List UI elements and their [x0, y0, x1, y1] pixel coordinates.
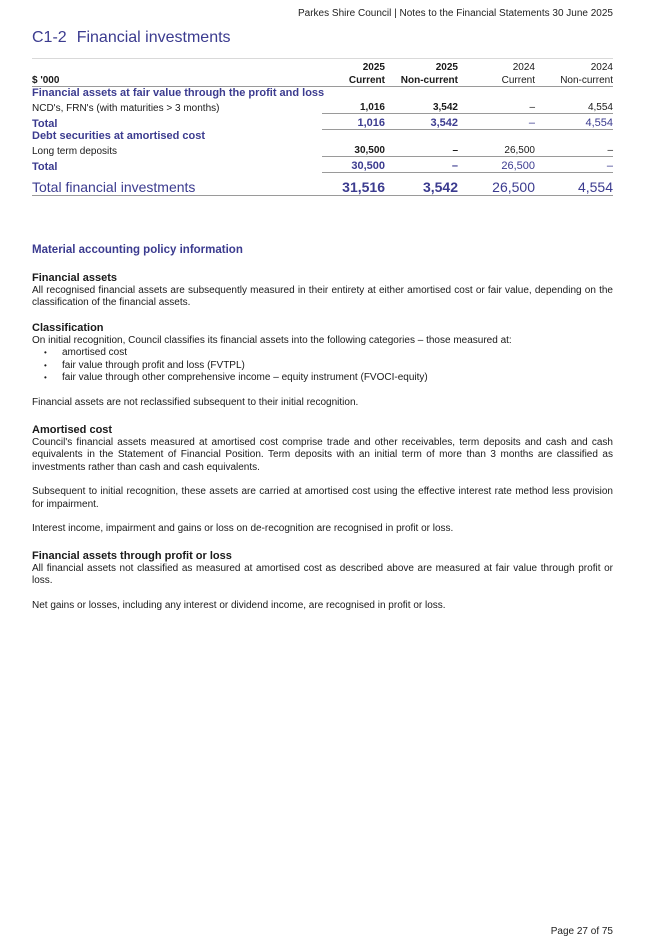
col-label: Non-current — [385, 73, 458, 87]
fvtpl-block — [32, 550, 613, 612]
policy-heading: Material accounting policy information — [32, 244, 243, 256]
paragraph: Net gains or losses, including any interest or dividend income, are recognised in profit or loss. — [32, 599, 446, 611]
note-number: C1-2 — [32, 29, 67, 46]
row-label: NCD's, FRN's (with maturities > 3 months) — [32, 102, 220, 114]
list-item: • fair value through profit and loss (FVTPL) — [32, 360, 613, 373]
unit-label: $ '000 — [32, 73, 322, 87]
header-row-years — [32, 60, 613, 73]
note-title — [32, 29, 231, 47]
grand-total-row — [32, 173, 613, 196]
paragraph: Council's financial assets measured at amortised cost comprise trade and other receivables, term deposits and cash and cash equivalents in the Statement of Financial Position. Term deposits with an initial term of more than 3 months are classified as investments rather than cash and cash equivalents. — [32, 436, 613, 473]
section-heading: Financial assets at fair value through the profit and loss — [32, 87, 325, 99]
col-year: 2024 — [590, 62, 613, 73]
header-row-labels — [32, 73, 613, 87]
section-heading: Debt securities at amortised cost — [32, 130, 206, 142]
total-value: 30,500 — [322, 157, 385, 173]
total-value: – — [385, 157, 458, 173]
section-heading-row — [32, 130, 613, 143]
financial-assets-block — [32, 272, 613, 310]
grand-total-value: 26,500 — [458, 173, 535, 196]
header-divider — [32, 58, 613, 59]
cell-value: – — [535, 142, 613, 157]
cell-value: 4,554 — [535, 99, 613, 114]
subheading: Financial assets through profit or loss — [32, 550, 232, 562]
list-item: • amortised cost — [32, 347, 613, 360]
total-value: 3,542 — [385, 114, 458, 130]
col-year: 2024 — [512, 62, 535, 73]
total-value: 1,016 — [322, 114, 385, 130]
total-row — [32, 114, 613, 130]
section-heading-row — [32, 87, 613, 100]
paragraph: On initial recognition, Council classifies its financial assets into the following categories – those measured at: — [32, 334, 512, 346]
col-year: 2025 — [435, 62, 458, 73]
running-header: Parkes Shire Council | Notes to the Financial Statements 30 June 2025 — [298, 8, 613, 19]
amortised-cost-block — [32, 424, 613, 536]
table-row — [32, 99, 613, 114]
total-label: Total — [32, 160, 58, 173]
note-title-text: Financial investments — [76, 29, 231, 46]
total-label: Total — [32, 117, 58, 130]
subheading: Classification — [32, 322, 104, 334]
col-label: Current — [322, 73, 385, 87]
cell-value: 30,500 — [322, 142, 385, 157]
cell-value: – — [385, 142, 458, 157]
paragraph: Subsequent to initial recognition, these assets are carried at amortised cost using the effective interest rate method less provision for impairment. — [32, 486, 613, 510]
page-number: Page 27 of 75 — [550, 926, 613, 937]
investments-table — [32, 60, 613, 196]
paragraph: Financial assets are not reclassified subsequent to their initial recognition. — [32, 396, 359, 408]
col-label: Current — [458, 73, 535, 87]
total-value: 26,500 — [458, 157, 535, 173]
total-value: – — [535, 157, 613, 173]
cell-value: 26,500 — [458, 142, 535, 157]
bullet-list — [32, 347, 613, 385]
cell-value: 1,016 — [322, 99, 385, 114]
col-label: Non-current — [535, 73, 613, 87]
cell-value: – — [458, 99, 535, 114]
grand-total-label: Total financial investments — [32, 173, 322, 196]
list-item: • fair value through other comprehensive income – equity instrument (FVOCI-equity) — [32, 372, 613, 385]
paragraph: All recognised financial assets are subsequently measured in their entirety at either amortised cost or fair value, depending on the classification of the financial assets. — [32, 284, 613, 308]
cell-value: 3,542 — [385, 99, 458, 114]
total-value: 4,554 — [535, 114, 613, 130]
grand-total-value: 31,516 — [322, 173, 385, 196]
table-row — [32, 142, 613, 157]
subheading: Financial assets — [32, 272, 117, 284]
total-value: – — [458, 114, 535, 130]
classification-block — [32, 322, 613, 409]
grand-total-value: 4,554 — [535, 173, 613, 196]
grand-total-value: 3,542 — [385, 173, 458, 196]
subheading: Amortised cost — [32, 424, 113, 436]
paragraph: Interest income, impairment and gains or loss on de-recognition are recognised in profit or loss. — [32, 523, 454, 534]
paragraph: All financial assets not classified as measured at amortised cost as described above are measured at fair value through profit or loss. — [32, 562, 613, 586]
total-row — [32, 157, 613, 173]
row-label: Long term deposits — [32, 145, 118, 157]
col-year: 2025 — [362, 62, 385, 73]
